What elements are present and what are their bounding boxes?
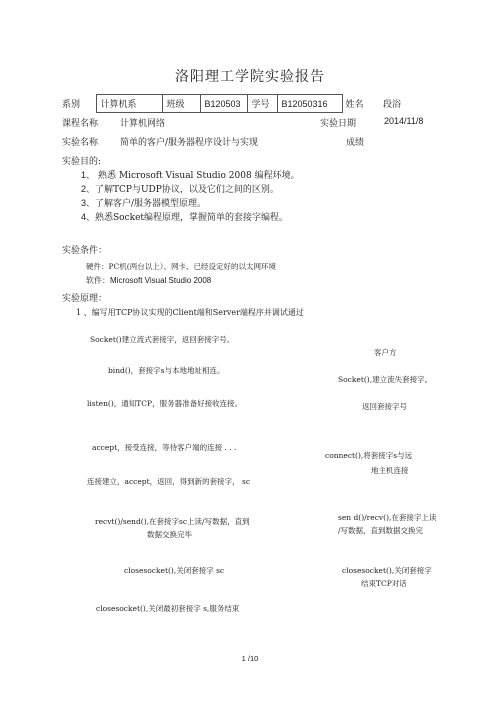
course-label: 课程名称 <box>62 119 99 129</box>
purpose-text: 熟悉 Microsoft Visual Studio 2008 编程环境。 <box>98 171 300 181</box>
purpose-text: 、了解客户/服务器模型原理。 <box>86 199 207 209</box>
purpose-heading: 实验目的: <box>62 157 102 167</box>
dept-label: 系别 <box>62 100 81 110</box>
page-title: 洛阳理工学院实验报告 <box>175 69 325 85</box>
course-value: 计算机网络 <box>120 119 166 129</box>
score-label: 成绩 <box>346 138 365 148</box>
server-step: Socket()建立流式套接字，返回套接字号。 <box>90 335 235 344</box>
purpose-item <box>81 182 279 195</box>
purpose-item <box>81 196 206 209</box>
software-line <box>86 275 211 286</box>
date-label: 实验日期 <box>320 119 357 129</box>
purpose-text: 、了解TCP与UDP协议，以及它们之间的区别。 <box>86 185 279 195</box>
list-number: 1、 <box>81 170 96 180</box>
client-step: 地主机连接 <box>371 466 409 475</box>
list-number: 3 <box>81 198 87 208</box>
server-step: 数据交换完毕 <box>147 530 192 539</box>
page-number: 1 /10 <box>241 654 259 663</box>
client-step: /写数据，直到数据交换完 <box>338 526 424 535</box>
name-value: 段浴 <box>383 100 402 110</box>
server-step: closesocket(),关闭最初套接字 s,服务结束 <box>96 604 240 613</box>
purpose-item <box>81 168 300 181</box>
principle-heading: 实验原理： <box>62 294 108 304</box>
list-number: 4 <box>81 212 87 222</box>
purpose-item <box>81 210 288 223</box>
server-step: 连接建立，accept，返回，得到新的套接字， sc <box>87 477 251 486</box>
name-label: 姓名 <box>345 100 364 110</box>
principle-item-1: 1 、编写用TCP协议实现的Client端和Server端程序并调试通过 <box>76 308 304 317</box>
server-step: bind()，套接字s与本地地址相连。 <box>108 366 225 375</box>
client-step: sen d()/recv(),在套接字上读 <box>338 513 437 522</box>
info-table <box>62 94 412 113</box>
server-step: recvt()/send(),在套接字sc上读/写数据，直到 <box>95 517 250 526</box>
id-label: 学号 <box>247 95 277 113</box>
conditions-heading: 实验条件： <box>62 246 108 256</box>
hardware-line: 硬件：PC机(两台以上）、网卡、已经设定好的以太网环境 <box>86 262 276 271</box>
class-value: B120503 <box>200 95 247 113</box>
server-step: listen()，通知TCP，服务器准备好接收连接。 <box>87 399 243 408</box>
list-number: 2 <box>81 184 87 194</box>
client-step: Socket(),建立流失套接字。 <box>338 375 433 384</box>
date-value: 2014/11/8 <box>384 116 424 126</box>
exp-name-label: 实验名称 <box>62 138 99 148</box>
class-label: 班级 <box>162 95 200 113</box>
id-value: B12050316 <box>277 95 342 113</box>
client-heading: 客户方 <box>374 348 397 357</box>
software-value: Microsoft Visual Studio 2008 <box>110 276 212 285</box>
software-prefix: 软件： <box>86 276 110 285</box>
client-step: 返回套接字号 <box>362 402 407 411</box>
client-step: closesocket(),关闭套接字 <box>342 566 432 575</box>
server-step: accept，接受连接，等待客户端的连接 . . . <box>92 443 237 452</box>
purpose-text: 、熟悉Socket编程原理，掌握简单的套接字编程。 <box>86 213 289 223</box>
dept-value: 计算机系 <box>96 95 162 113</box>
client-step: connect(),将套接字s与远 <box>325 451 413 460</box>
client-step: 结束TCP对话 <box>361 579 407 588</box>
server-step: closesocket(),关闭套接字 sc <box>124 566 225 575</box>
exp-name-value: 简单的客户/服务器程序设计与实现 <box>120 138 259 148</box>
